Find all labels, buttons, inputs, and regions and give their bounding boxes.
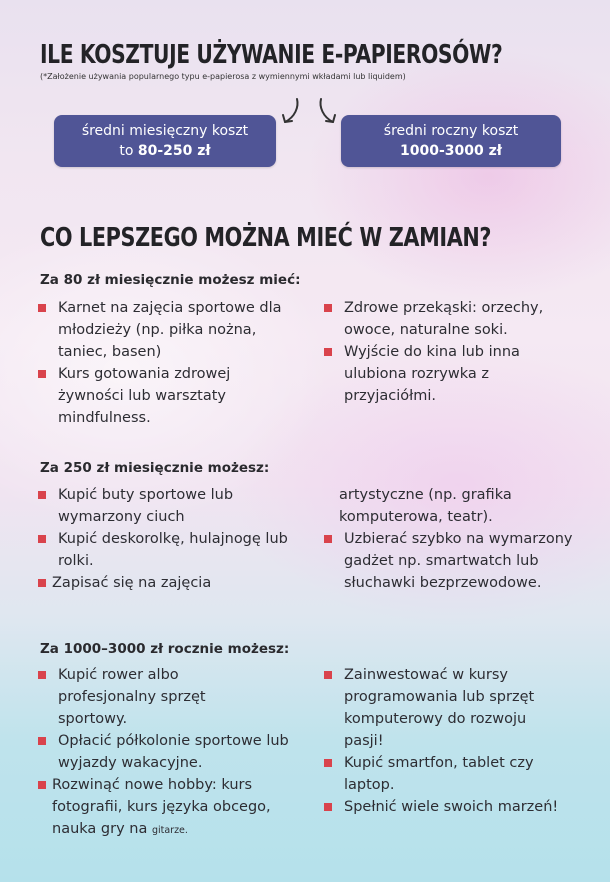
curved-arrow-right-icon xyxy=(315,97,339,127)
monthly-cost-value: 80-250 zł xyxy=(137,143,211,159)
bullet-icon xyxy=(38,579,46,587)
list-item xyxy=(38,572,288,594)
monthly-cost-label: średni miesięczny koszt xyxy=(81,123,249,139)
bullet-icon xyxy=(38,781,46,789)
bullet-icon xyxy=(324,348,332,356)
list-item-text: Uzbierać szybko na wymarzony gadżet np. smartwatch lub słuchawki bezprzewodowe. xyxy=(344,531,573,591)
heading-80: Za 80 zł miesięcznie możesz mieć: xyxy=(40,272,301,288)
section-title: CO LEPSZEGO MOŻNA MIEĆ W ZAMIAN? xyxy=(40,223,492,253)
heading-1000-3000: Za 1000–3000 zł rocznie możesz: xyxy=(40,641,290,657)
list-item xyxy=(324,752,574,796)
list-item-text: Zdrowe przekąski: orzechy, owoce, naturalne soki. xyxy=(344,300,544,338)
list-item-continuation: artystyczne (np. grafika komputerowa, teatr). xyxy=(339,487,512,525)
list-item-text: Spełnić wiele swoich marzeń! xyxy=(344,799,559,815)
bullet-icon xyxy=(38,370,46,378)
list-item-text: Rozwinąć nowe hobby: kurs fotografii, kurs języka obcego, nauka gry na xyxy=(52,777,271,837)
list-item xyxy=(324,528,574,594)
bullet-icon xyxy=(38,304,46,312)
bullet-icon xyxy=(38,491,46,499)
list-item xyxy=(38,528,288,572)
list-item-text: Zapisać się na zajęcia xyxy=(52,575,212,591)
list-250-left xyxy=(38,484,288,594)
list-item-text: Kupić buty sportowe lub wymarzony ciuch xyxy=(58,487,234,525)
list-item-text: Kupić rower albo profesjonalny sprzęt sportowy. xyxy=(58,667,206,727)
list-item xyxy=(324,297,574,341)
list-item xyxy=(324,341,554,407)
bullet-icon xyxy=(324,535,332,543)
bullet-icon xyxy=(38,737,46,745)
yearly-cost-box xyxy=(341,115,561,167)
bullet-icon xyxy=(324,759,332,767)
bullet-icon xyxy=(38,535,46,543)
list-item-text: Karnet na zajęcia sportowe dla młodzieży (np. piłka nożna, taniec, basen) xyxy=(58,300,282,360)
monthly-cost-line xyxy=(54,141,276,161)
list-item-text: Kurs gotowania zdrowej żywności lub warsztaty mindfulness. xyxy=(58,366,231,426)
monthly-cost-prefix: to xyxy=(119,143,138,159)
list-250-right xyxy=(324,484,574,594)
list-item-text: Kupić smartfon, tablet czy laptop. xyxy=(344,755,534,793)
curved-arrow-left-icon xyxy=(279,97,303,127)
yearly-cost-value: 1000-3000 zł xyxy=(400,143,502,159)
bullet-icon xyxy=(324,671,332,679)
list-1000-right xyxy=(324,664,574,818)
list-80-right xyxy=(324,297,574,407)
list-item xyxy=(38,774,288,842)
list-1000-left xyxy=(38,664,300,842)
list-item xyxy=(324,796,574,818)
list-item-text: Wyjście do kina lub inna ulubiona rozrywka z przyjaciółmi. xyxy=(344,344,520,404)
list-item-text: Kupić deskorolkę, hulajnogę lub rolki. xyxy=(58,531,288,569)
list-80-left xyxy=(38,297,296,429)
list-item-text-small: gitarze. xyxy=(151,825,188,836)
list-item xyxy=(38,297,296,363)
bullet-icon xyxy=(324,304,332,312)
list-item xyxy=(324,664,564,752)
list-item xyxy=(38,363,296,429)
bullet-icon xyxy=(324,803,332,811)
main-title: ILE KOSZTUJE UŻYWANIE E-PAPIEROSÓW? xyxy=(40,40,503,70)
heading-250: Za 250 zł miesięcznie możesz: xyxy=(40,460,270,476)
list-item-text: Zainwestować w kursy programowania lub sprzęt komputerowy do rozwoju pasji! xyxy=(344,667,535,749)
assumption-note: (*Założenie używania popularnego typu e-papierosa z wymiennymi wkładami lub liquidem) xyxy=(40,72,406,81)
list-item-text: Opłacić półkolonie sportowe lub wyjazdy wakacyjne. xyxy=(58,733,289,771)
yearly-cost-label: średni roczny koszt xyxy=(383,123,519,139)
list-item xyxy=(38,730,300,774)
bullet-icon xyxy=(38,671,46,679)
monthly-cost-box xyxy=(54,115,276,167)
list-item xyxy=(38,664,238,730)
list-item xyxy=(38,484,288,528)
